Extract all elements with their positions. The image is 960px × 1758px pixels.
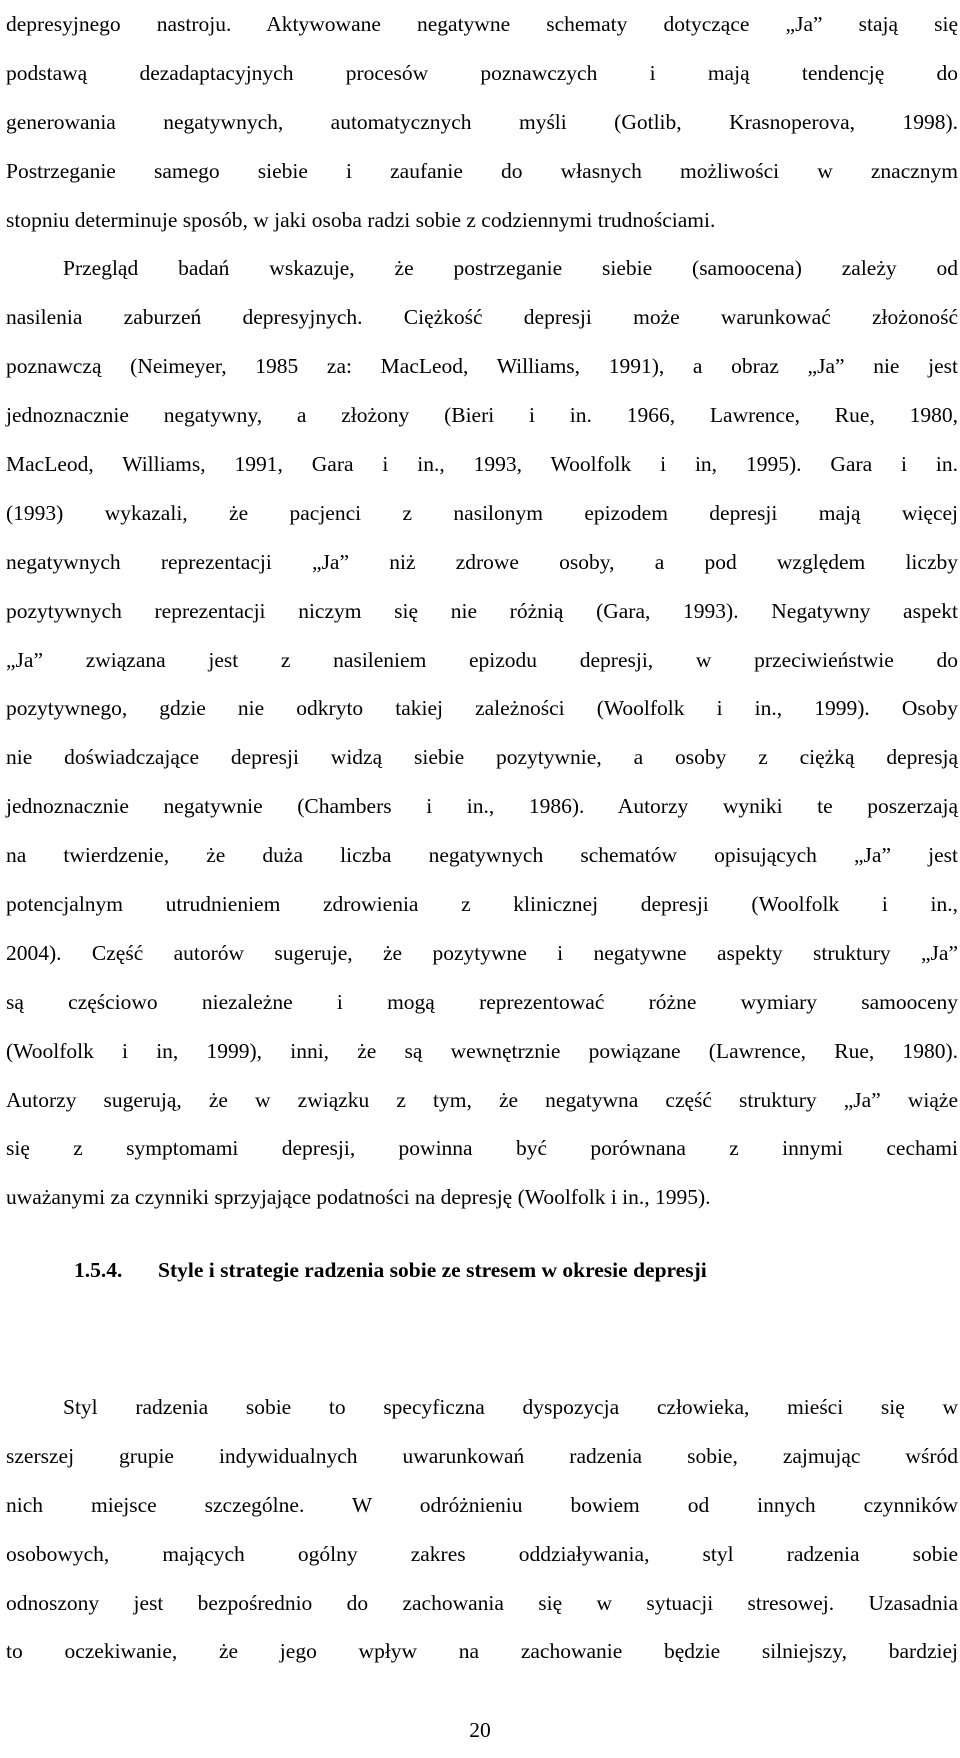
text-line: (1993) wykazali, że pacjenci z nasilonym epizodem depresji mają więcej <box>6 500 958 525</box>
text-line: 2004). Część autorów sugeruje, że pozytywne i negatywne aspekty struktury „Ja” <box>6 940 958 965</box>
text-line: generowania negatywnych, automatycznych myśli (Gotlib, Krasnoperova, 1998). <box>6 109 958 134</box>
text-line: Styl radzenia sobie to specyficzna dyspozycja człowieka, mieści się w <box>63 1395 958 1419</box>
text-line: to oczekiwanie, że jego wpływ na zachowanie będzie silniejszy, bardziej <box>6 1639 958 1664</box>
section-number: 1.5.4. <box>74 1258 123 1282</box>
document-page <box>6 0 958 1222</box>
text-line: depresyjnego nastroju. Aktywowane negatywne schematy dotyczące „Ja” stają się <box>6 12 958 36</box>
page-number: 20 <box>469 1718 491 1742</box>
text-line: poznawczą (Neimeyer, 1985 za: MacLeod, Williams, 1991), a obraz „Ja” nie jest <box>6 354 958 379</box>
text-line: uważanymi za czynniki sprzyjające podatności na depresję (Woolfolk i in., 1995). <box>6 1185 711 1210</box>
text-line: szerszej grupie indywidualnych uwarunkowań radzenia sobie, zajmując wśród <box>6 1443 958 1468</box>
text-line: pozytywnych reprezentacji niczym się nie różnią (Gara, 1993). Negatywny aspekt <box>6 598 958 623</box>
text-line: się z symptomami depresji, powinna być porównana z innymi cechami <box>6 1136 958 1161</box>
text-line: podstawą dezadaptacyjnych procesów poznawczych i mają tendencję do <box>6 60 958 85</box>
text-line: (Woolfolk i in, 1999), inni, że są wewnętrznie powiązane (Lawrence, Rue, 1980). <box>6 1038 958 1063</box>
text-line: stopniu determinuje sposób, w jaki osoba radzi sobie z codziennymi trudnościami. <box>6 207 716 232</box>
text-line: nie doświadczające depresji widzą siebie pozytywnie, a osoby z ciężką depresją <box>6 745 958 770</box>
section-title: Style i strategie radzenia sobie ze stresem w okresie depresji <box>158 1258 707 1282</box>
text-line: Przegląd badań wskazuje, że postrzeganie siebie (samoocena) zależy od <box>63 256 958 281</box>
text-line: odnoszony jest bezpośrednio do zachowania się w sytuacji stresowej. Uzasadnia <box>6 1590 958 1615</box>
text-line: nasilenia zaburzeń depresyjnych. Ciężkość depresji może warunkować złożoność <box>6 305 958 330</box>
text-line: są częściowo niezależne i mogą reprezentować różne wymiary samooceny <box>6 989 958 1014</box>
text-line: negatywnych reprezentacji „Ja” niż zdrowe osoby, a pod względem liczby <box>6 549 958 574</box>
text-line: „Ja” związana jest z nasileniem epizodu depresji, w przeciwieństwie do <box>6 647 958 672</box>
text-line: jednoznacznie negatywny, a złożony (Bieri i in. 1966, Lawrence, Rue, 1980, <box>6 403 958 428</box>
text-line: potencjalnym utrudnieniem zdrowienia z klinicznej depresji (Woolfolk i in., <box>6 892 958 917</box>
text-line: nich miejsce szczególne. W odróżnieniu bowiem od innych czynników <box>6 1492 958 1517</box>
section-heading <box>74 1258 707 1283</box>
paragraph-coping-style <box>6 1383 958 1676</box>
text-line: MacLeod, Williams, 1991, Gara i in., 1993, Woolfolk i in, 1995). Gara i in. <box>6 452 958 477</box>
paragraph-self-perception <box>6 244 958 1222</box>
text-line: na twierdzenie, że duża liczba negatywnych schematów opisujących „Ja” jest <box>6 843 958 868</box>
text-line: jednoznacznie negatywnie (Chambers i in., 1986). Autorzy wyniki te poszerzają <box>6 794 958 819</box>
text-line: Autorzy sugerują, że w związku z tym, że negatywna część struktury „Ja” wiąże <box>6 1087 958 1112</box>
text-line: osobowych, mających ogólny zakres oddziaływania, styl radzenia sobie <box>6 1541 958 1566</box>
text-line: pozytywnego, gdzie nie odkryto takiej zależności (Woolfolk i in., 1999). Osoby <box>6 696 958 721</box>
paragraph-continuation <box>6 0 958 244</box>
text-line: Postrzeganie samego siebie i zaufanie do własnych możliwości w znacznym <box>6 158 958 183</box>
